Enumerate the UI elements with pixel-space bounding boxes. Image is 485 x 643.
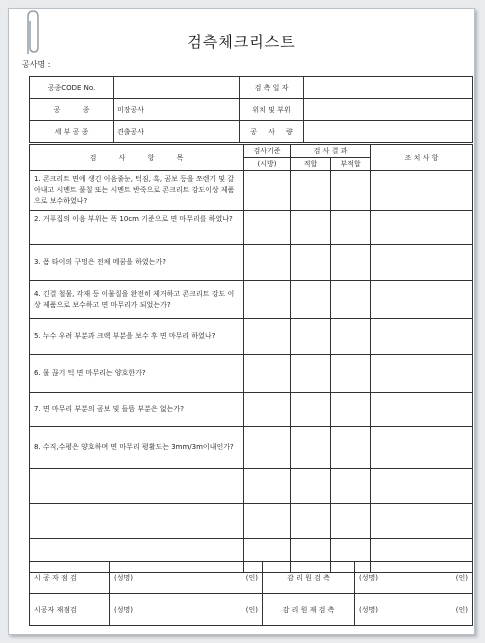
standard-cell[interactable]: [244, 355, 291, 393]
fail-cell[interactable]: [331, 355, 371, 393]
checklist-item: 5. 누수 우려 부분과 크랙 부분을 보수 후 면 마무리 하였나?: [30, 319, 244, 355]
fail-cell[interactable]: [331, 393, 371, 427]
table-row: [30, 355, 473, 393]
checklist-item: 7. 면 마무리 부분의 곰보 및 들뜸 부분은 없는가?: [30, 393, 244, 427]
action-cell[interactable]: [371, 171, 473, 211]
header-info-table: [29, 76, 473, 143]
fail-cell[interactable]: [331, 281, 371, 319]
checklist-item: 8. 수직,수평은 양호하며 면 마무리 평활도는 3mm/3m이내인가?: [30, 427, 244, 469]
fail-cell[interactable]: [331, 319, 371, 355]
project-name-label: 공사명 :: [22, 60, 51, 69]
pass-cell[interactable]: [291, 245, 331, 281]
standard-cell[interactable]: [244, 245, 291, 281]
fail-cell[interactable]: [331, 245, 371, 281]
standard-cell[interactable]: [244, 211, 291, 245]
table-row: [30, 393, 473, 427]
location-cell[interactable]: [304, 99, 473, 121]
standard-cell[interactable]: [244, 504, 291, 539]
work-type-value: 미장공사: [114, 99, 240, 121]
pass-cell[interactable]: [291, 504, 331, 539]
action-cell[interactable]: [371, 319, 473, 355]
pass-cell[interactable]: [291, 355, 331, 393]
pass-cell[interactable]: [291, 393, 331, 427]
fail-cell[interactable]: [331, 504, 371, 539]
checklist-item: 3. 폼 타이의 구멍은 전체 메꿈을 하였는가?: [30, 245, 244, 281]
quantity-cell[interactable]: [304, 121, 473, 143]
item-column-header: 검 사 항 목: [30, 145, 244, 171]
standard-cell[interactable]: [244, 427, 291, 469]
pass-cell[interactable]: [291, 469, 331, 504]
code-value-cell[interactable]: [114, 77, 240, 99]
work-type-label: 공 종: [30, 99, 114, 121]
checklist-table: [29, 144, 473, 573]
table-row: [30, 469, 473, 504]
checklist-item: 2. 거푸집의 이음 부위는 폭 10cm 기준으로 면 마무리를 하였나?: [30, 211, 244, 245]
pass-cell[interactable]: [291, 211, 331, 245]
pass-column-header: 적합: [291, 158, 331, 171]
pass-cell[interactable]: [291, 281, 331, 319]
inspection-date-cell[interactable]: [304, 77, 473, 99]
standard-column-header: 검사기준: [244, 145, 291, 158]
contractor-reinspection-label: 시공자 재점검: [30, 594, 110, 626]
supervisor-re-name-field[interactable]: (성명): [355, 594, 420, 626]
action-cell[interactable]: [371, 355, 473, 393]
sub-work-type-label: 세 부 공 종: [30, 121, 114, 143]
action-cell[interactable]: [371, 504, 473, 539]
checklist-item: 1. 콘크리트 면에 생긴 이음줄눈, 턱짐, 흑, 곰보 등을 쪼렌기 및 갈아내고 시멘트 풀칠 또는 시멘트 반죽으로 콘크리트 강도이상 제품으로 보수하였나?: [30, 171, 244, 211]
contractor-name-field[interactable]: (성명): [110, 562, 175, 594]
table-row: [30, 504, 473, 539]
supervisor-inspection-label: 감 리 원 검 측: [263, 562, 355, 594]
blank-item-cell[interactable]: [30, 504, 244, 539]
action-column-header: 조 치 사 항: [371, 145, 473, 171]
fail-cell[interactable]: [331, 171, 371, 211]
sub-work-type-value: 견출공사: [114, 121, 240, 143]
result-column-header: 검 사 결 과: [291, 145, 371, 158]
standard-cell[interactable]: [244, 281, 291, 319]
checklist-item: 6. 물 끊기 턱 면 마무리는 양호한가?: [30, 355, 244, 393]
table-row: [30, 427, 473, 469]
blank-item-cell[interactable]: [30, 469, 244, 504]
standard-cell[interactable]: [244, 393, 291, 427]
pass-cell[interactable]: [291, 427, 331, 469]
contractor-re-seal-field[interactable]: (인): [175, 594, 263, 626]
fail-cell[interactable]: [331, 427, 371, 469]
fail-cell[interactable]: [331, 211, 371, 245]
standard-cell[interactable]: [244, 171, 291, 211]
table-row: [30, 281, 473, 319]
checklist-item: 4. 긴결 철물, 각재 등 이물질을 완전히 제거하고 콘크리트 강도 이상 제품으로 보수하고 면 마무리가 되었는가?: [30, 281, 244, 319]
table-row: [30, 319, 473, 355]
standard-sub-header: (시방): [244, 158, 291, 171]
action-cell[interactable]: [371, 245, 473, 281]
standard-cell[interactable]: [244, 319, 291, 355]
supervisor-reinspection-label: 감 리 원 재 검 측: [263, 594, 355, 626]
action-cell[interactable]: [371, 211, 473, 245]
pass-cell[interactable]: [291, 319, 331, 355]
location-label: 위치 및 부위: [240, 99, 304, 121]
pass-cell[interactable]: [291, 171, 331, 211]
fail-column-header: 부적합: [331, 158, 371, 171]
signature-table: [29, 561, 473, 626]
fail-cell[interactable]: [331, 469, 371, 504]
supervisor-name-field[interactable]: (성명): [355, 562, 420, 594]
table-row: [30, 211, 473, 245]
quantity-label: 공 사 량: [240, 121, 304, 143]
action-cell[interactable]: [371, 281, 473, 319]
table-row: [30, 171, 473, 211]
checklist-page: [8, 8, 475, 635]
standard-cell[interactable]: [244, 469, 291, 504]
action-cell[interactable]: [371, 469, 473, 504]
contractor-seal-field[interactable]: (인): [175, 562, 263, 594]
supervisor-seal-field[interactable]: (인): [420, 562, 473, 594]
document-title: 검측체크리스트: [187, 33, 296, 51]
action-cell[interactable]: [371, 427, 473, 469]
action-cell[interactable]: [371, 393, 473, 427]
contractor-re-name-field[interactable]: (성명): [110, 594, 175, 626]
supervisor-re-seal-field[interactable]: (인): [420, 594, 473, 626]
inspection-date-label: 검 측 일 자: [240, 77, 304, 99]
code-label: 공종CODE No.: [30, 77, 114, 99]
contractor-inspection-label: 시 공 자 점 검: [30, 562, 110, 594]
table-row: [30, 245, 473, 281]
